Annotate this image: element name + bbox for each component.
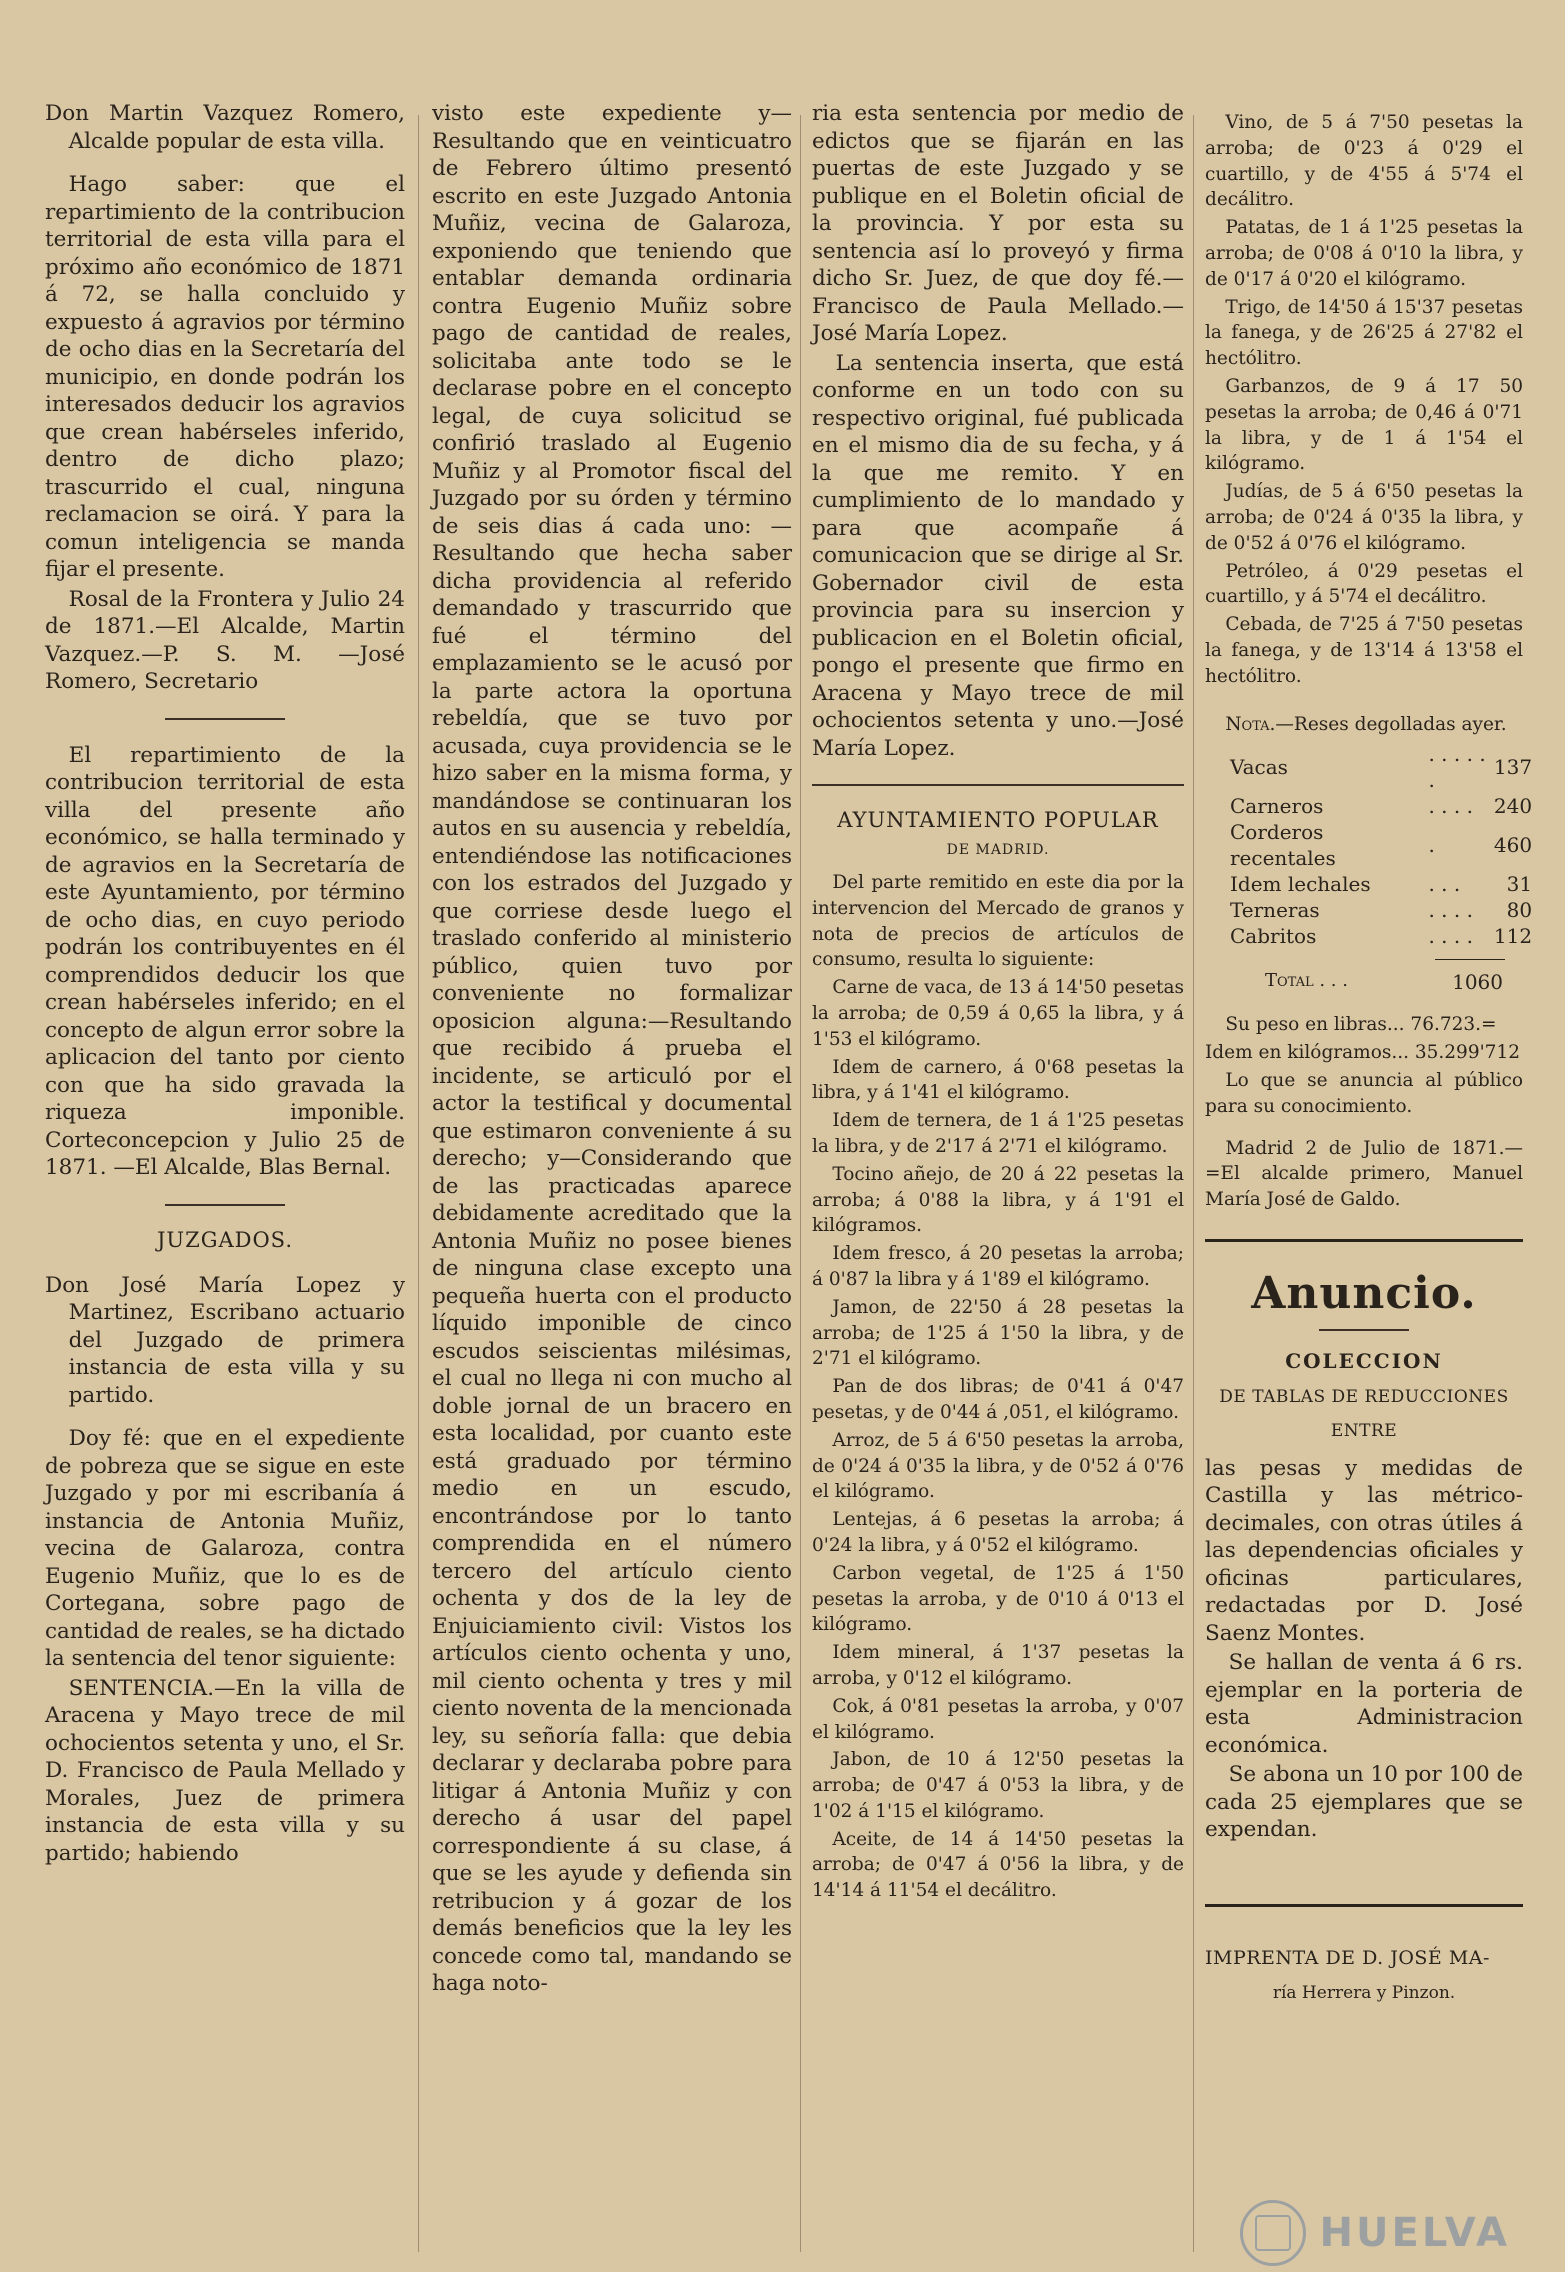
reses-count: 112 bbox=[1493, 924, 1533, 949]
total-label: Total . . . bbox=[1265, 970, 1348, 992]
price-item: Idem de ternera, de 1 á 1'25 pesetas la libra, y de 2'17 á 2'71 el kilógramo. bbox=[812, 1110, 1184, 1157]
column-3 bbox=[812, 100, 1184, 2242]
repartimiento-notice: El repartimiento de la contribucion territorial de esta villa del presente año económico, se halla terminado y de agravios en la Secretaría de este Ayuntamiento, por término de ocho dias, en cuyo periodo podrán los contribuyentes en él comprendidos deducir los que crean habérseles inferido; en el concepto de algun error sobre la aplicacion del tanto por ciento con que ha sido gravada la riqueza imponible. Corteconcepcion y Julio 25 de 1871. —El Alcalde, Blas Bernal. bbox=[45, 742, 405, 1180]
column-1 bbox=[45, 100, 405, 2242]
entre-subtitle: ENTRE bbox=[1330, 1420, 1398, 1441]
price-item: Cok, á 0'81 pesetas la arroba, y 0'07 el kilógramo. bbox=[812, 1695, 1184, 1743]
imprenta-line-2: ría Herrera y Pinzon. bbox=[1272, 1982, 1456, 2003]
archive-watermark bbox=[1240, 2200, 1510, 2266]
separator bbox=[1205, 1904, 1523, 1907]
price-item: Tocino añejo, de 20 á 22 pesetas la arroba; á 0'88 la libra, y á 1'91 el kilógramos. bbox=[812, 1163, 1184, 1237]
price-item: Jabon, de 10 á 12'50 pesetas la arroba; de 0'47 á 0'53 la libra, y de 1'02 á 1'15 el kilógramo. bbox=[812, 1749, 1184, 1822]
market-intro: Del parte remitido en este dia por la intervencion del Mercado de granos y nota de precios de artículos de consumo, resulta lo siguiente: bbox=[812, 872, 1184, 971]
reses-count: 240 bbox=[1493, 794, 1533, 819]
table-row bbox=[1230, 793, 1532, 819]
seal-icon bbox=[1240, 2200, 1306, 2266]
table-row bbox=[1230, 741, 1532, 793]
edict-header: Don Martin Vazquez Romero, Alcalde popular de esta villa. bbox=[45, 101, 405, 154]
price-item: Idem fresco, á 20 pesetas la arroba; á 0'87 la libra y á 1'89 el kilógramo. bbox=[812, 1243, 1184, 1290]
reses-name: Cabritos bbox=[1230, 924, 1317, 949]
reses-count: 31 bbox=[1506, 872, 1533, 897]
reses-dots: . . . bbox=[1428, 872, 1461, 897]
imprenta-line: IMPRENTA DE D. JOSÉ MA- bbox=[1205, 1946, 1490, 1969]
column-4 bbox=[1205, 110, 1533, 2242]
total-row bbox=[1265, 970, 1523, 994]
anuncio-venta: Se hallan de venta á 6 rs. ejemplar en la porteria de esta Administracion económica. bbox=[1205, 1650, 1523, 1758]
reses-table bbox=[1230, 741, 1532, 949]
reses-dots: . bbox=[1428, 833, 1435, 858]
reses-dots: . . . . bbox=[1428, 794, 1473, 819]
certification-text: Doy fé: que en el expediente de pobreza que se sigue en este Juzgado y por mi escribanía á instancia de Antonia Muñiz, vecina de Galaroza, contra Eugenio Muñiz, que lo es de Cortegana, sobre pago de cantidad de reales, se ha dictado la sentencia del tenor siguiente: bbox=[45, 1426, 405, 1671]
anuncio-description: las pesas y medidas de Castilla y las métrico-decimales, con otras útiles á las dependencias oficiales y oficinas particulares, redactadas por D. José Saenz Montes. bbox=[1205, 1455, 1523, 1646]
price-item: Pan de dos libras; de 0'41 á 0'47 pesetas, y de 0'44 á ,051, el kilógramo. bbox=[812, 1376, 1184, 1423]
price-item: Jamon, de 22'50 á 28 pesetas la arroba; de 1'25 á 1'50 la libra, y de 2'71 el kilógramo. bbox=[812, 1296, 1184, 1370]
reses-dots: . . . . bbox=[1428, 898, 1473, 923]
reses-name: Vacas bbox=[1230, 755, 1288, 780]
nota-label: Nota. bbox=[1225, 713, 1276, 735]
price-item: Cebada, de 7'25 á 7'50 pesetas la fanega, y de 13'14 á 13'58 el hectólitro. bbox=[1205, 614, 1523, 687]
table-row bbox=[1230, 923, 1532, 949]
price-item: Carne de vaca, de 13 á 14'50 pesetas la arroba; de 0,59 á 0,65 la libra, y á 1'53 el kilógramo. bbox=[812, 977, 1184, 1050]
table-row bbox=[1230, 897, 1532, 923]
total-value: 1060 bbox=[1452, 970, 1503, 995]
sentencia-certification: La sentencia inserta, que está conforme en un todo con su respectivo original, fué publicada en el mismo dia de su fecha, y á la que me remito. Y en cumplimiento de lo mandado y para que acompañe á comunicacion que se dirige al Sr. Gobernador civil de esta provincia para su insercion y publicacion en el Boletin oficial, pongo el presente que firmo en Aracena y Mayo trece de mil ochocientos setenta y uno.—José María Lopez. bbox=[812, 350, 1184, 761]
price-item: Aceite, de 14 á 14'50 pesetas la arroba; de 0'47 á 0'56 la libra, y de 14'14 á 11'54 el decálitro. bbox=[812, 1828, 1184, 1902]
reses-name: Corderos recentales bbox=[1230, 820, 1336, 871]
separator bbox=[1205, 1239, 1523, 1242]
price-item: Petróleo, á 0'29 pesetas el cuartillo, y á 5'74 el decálitro. bbox=[1205, 560, 1523, 608]
total-rule bbox=[1435, 959, 1505, 960]
table-row bbox=[1230, 871, 1532, 897]
separator bbox=[165, 718, 285, 720]
anuncia-text: Lo que se anuncia al público para su conocimiento. bbox=[1205, 1069, 1523, 1117]
price-item: Trigo, de 14'50 á 15'37 pesetas la fanega, y de 26'25 á 27'82 el hectólitro. bbox=[1205, 296, 1523, 370]
reses-name: Terneras bbox=[1230, 898, 1320, 923]
separator bbox=[1319, 1329, 1409, 1331]
anuncio-abono: Se abona un 10 por 100 de cada 25 ejemplares que se expendan. bbox=[1205, 1762, 1523, 1843]
escribano-header: Don José María Lopez y Martinez, Escribano actuario del Juzgado de primera instancia de esta villa y su partido. bbox=[45, 1272, 405, 1408]
column-rule bbox=[800, 115, 801, 2252]
reses-count: 80 bbox=[1506, 898, 1533, 923]
price-item: Patatas, de 1 á 1'25 pesetas la arroba; de 0'08 á 0'10 la libra, y de 0'17 á 0'20 el kilógramo. bbox=[1205, 217, 1523, 290]
reses-name: Idem lechales bbox=[1230, 872, 1371, 897]
table-row bbox=[1230, 819, 1532, 871]
column-rule bbox=[1193, 115, 1194, 2252]
price-item: Vino, de 5 á 7'50 pesetas la arroba; de 0'23 á 0'29 el cuartillo, y de 4'55 á 5'74 el decálitro. bbox=[1205, 112, 1523, 211]
price-item: Arroz, de 5 á 6'50 pesetas la arroba, de 0'24 á 0'35 la libra, y de 0'52 á 0'76 el kilógramo. bbox=[812, 1429, 1184, 1503]
edict-signature: Rosal de la Frontera y Julio 24 de 1871.—El Alcalde, Martin Vazquez.—P. S. M. —José Romero, Secretario bbox=[45, 586, 405, 694]
anuncio-title: Anuncio. bbox=[1251, 1267, 1477, 1319]
column-rule bbox=[418, 115, 419, 2252]
price-item: Idem de carnero, á 0'68 pesetas la libra, y á 1'41 el kilógramo. bbox=[812, 1056, 1184, 1104]
nota-line bbox=[1205, 712, 1523, 738]
price-item: Garbanzos, de 9 á 17 50 pesetas la arroba; de 0,46 á 0'71 la libra, y de 1 á 1'54 el kilógramo. bbox=[1205, 375, 1523, 475]
price-item: Carbon vegetal, de 1'25 á 1'50 pesetas la arroba, y de 0'10 á 0'13 el kilógramo. bbox=[812, 1562, 1184, 1636]
nota-text: —Reses degolladas ayer. bbox=[1275, 713, 1507, 735]
price-item: Idem mineral, á 1'37 pesetas la arroba, y 0'12 el kilógramo. bbox=[812, 1642, 1184, 1689]
sentencia-end: ria esta sentencia por medio de edictos que se fijarán en las puertas de este Juzgado y se publique en el Boletin oficial de la provincia. Y por esta su sentencia así lo proveyó y firma dicho Sr. Juez, de que doy fé.—Francisco de Paula Mellado.—José María Lopez. bbox=[812, 101, 1184, 346]
sentencia-start: SENTENCIA.—En la villa de Aracena y Mayo trece de mil ochocientos setenta y uno, el Sr. D. Francisco de Paula Mellado y Morales, Juez de primera instancia de esta villa y su partido; habiendo bbox=[45, 1675, 405, 1866]
madrid-signature: Madrid 2 de Julio de 1871.—=El alcalde primero, Manuel María José de Galdo. bbox=[1205, 1137, 1523, 1211]
peso-kilogramos: Idem en kilógramos... 35.299'712 bbox=[1205, 1042, 1520, 1064]
separator bbox=[812, 784, 1184, 786]
edict-body: Hago saber: que el repartimiento de la contribucion territorial de esta villa para el próximo año económico de 1871 á 72, se halla concluido y expuesto á agravios por término de ocho dias en la Secretaría del municipio, en donde podrán los interesados deducir los agravios que crean habérseles inferido, dentro de dicho plazo; trascurrido el cual, ninguna reclamacion se oirá. Y para la comun inteligencia se manda fijar el presente. bbox=[45, 172, 405, 582]
price-item: Lentejas, á 6 pesetas la arroba; á 0'24 la libra, y á 0'52 el kilógramo. bbox=[812, 1509, 1184, 1556]
column-2 bbox=[432, 100, 792, 2242]
tablas-subtitle: DE TABLAS DE REDUCCIONES bbox=[1219, 1386, 1509, 1407]
separator bbox=[165, 1204, 285, 1206]
coleccion-title: COLECCION bbox=[1285, 1348, 1443, 1373]
peso-libras: Su peso en libras... 76.723.= bbox=[1225, 1014, 1497, 1036]
section-heading-juzgados: JUZGADOS. bbox=[156, 1227, 293, 1252]
watermark-text: HUELVA bbox=[1319, 2210, 1510, 2256]
reses-dots: . . . . bbox=[1428, 924, 1473, 949]
reses-count: 460 bbox=[1493, 833, 1533, 858]
reses-name: Carneros bbox=[1230, 794, 1324, 819]
section-heading-ayuntamiento: AYUNTAMIENTO POPULAR bbox=[837, 808, 1159, 832]
reses-dots: . . . . . . bbox=[1428, 742, 1486, 793]
reses-count: 137 bbox=[1493, 755, 1533, 780]
section-subheading-madrid: DE MADRID. bbox=[946, 842, 1050, 858]
price-item: Judías, de 5 á 6'50 pesetas la arroba; de 0'24 á 0'35 la libra, y de 0'52 á 0'76 el kilógramo. bbox=[1205, 481, 1523, 554]
sentencia-body: visto este expediente y—Resultando que en veinticuatro de Febrero último presentó escrito en este Juzgado Antonia Muñiz, vecina de Galaroza, exponiendo que teniendo que entablar demanda ordinaria contra Eugenio Muñiz sobre pago de cantidad de reales, solicitaba ante todo se le declarase pobre en el concepto legal, de cuya solicitud se confirió traslado al Eugenio Muñiz y al Promotor fiscal del Juzgado por su órden y término de seis dias á cada uno: —Resultando que hecha saber dicha providencia al referido demandado y trascurrido que fué el término del emplazamiento se le acusó por la parte actora la oportuna rebeldía, que se tuvo por acusada, cuya providencia se le hizo saber en la misma forma, y mandándose se continuaran los autos en su ausencia y rebeldía, entendiéndose las notificaciones con los estrados del Juzgado y que corriese desde luego el traslado conferido al ministerio público, quien tuvo por conveniente no formalizar oposicion alguna:—Resultando que recibido á prueba el incidente, se articuló por el actor la testifical y documental que estimaron conveniente á su derecho; y—Considerando que de las practicadas aparece debidamente acreditado que la Antonia Muñiz no posee bienes de ninguna clase excepto una pequeña huerta con el producto líquido imponible de cinco escudos seiscientas milésimas, el cual no llega ni con mucho al doble jornal de un bracero en esta localidad, por cuanto este está graduado por término medio en un escudo, encontrándose por lo tanto comprendida en el número tercero del artículo ciento ochenta y dos de la ley de Enjuiciamiento civil: Vistos los artículos ciento ochenta y uno, mil ciento ochenta y tres y mil ciento noventa de la mencionada ley, su señoría falla: que debia declarar y declaraba pobre para litigar á Antonia Muñiz y con derecho á usar del papel correspondiente á su clase, á que se les ayude y defienda sin retribucion y á gozar de los demás beneficios que la ley les concede como tal, mandando se haga noto- bbox=[432, 101, 792, 1996]
